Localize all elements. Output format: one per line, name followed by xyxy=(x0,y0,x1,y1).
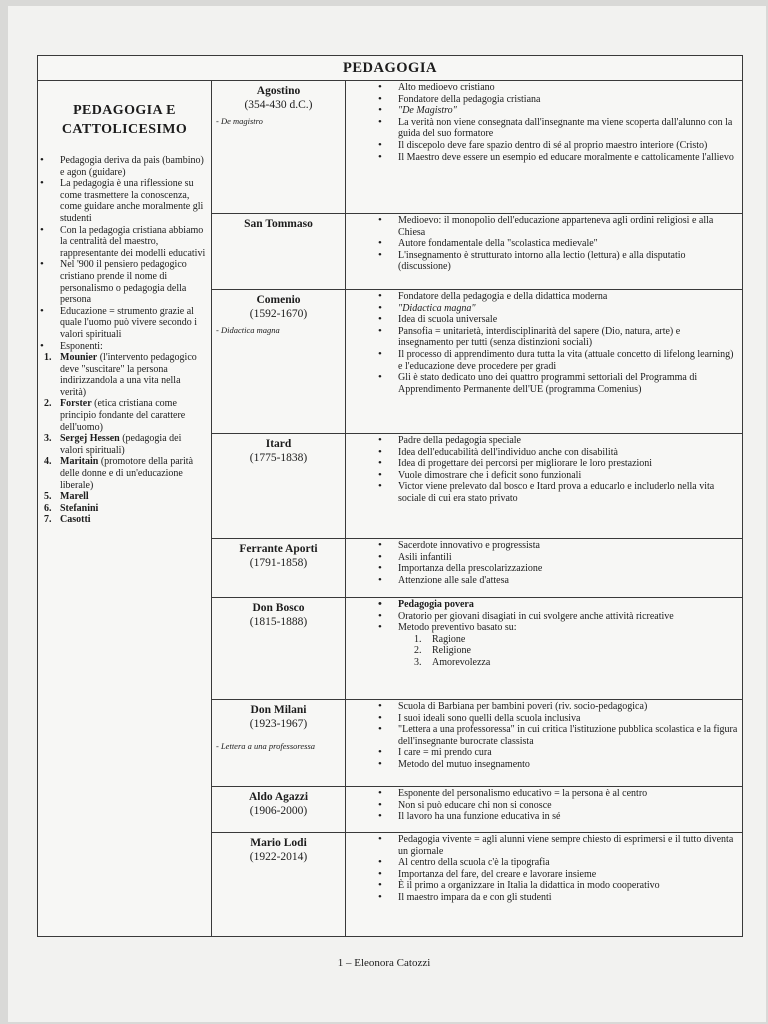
author-name: Aldo Agazzi xyxy=(248,791,309,803)
name-cell xyxy=(212,539,346,597)
left-column xyxy=(38,81,212,936)
author-dates: (1922-2014) xyxy=(249,851,308,863)
author-dates: (1775-1838) xyxy=(249,452,308,464)
list-item: • Pedagogia povera xyxy=(346,599,742,611)
list-item: • È il primo a organizzare in Italia la didattica in modo cooperativo xyxy=(346,880,742,892)
list-item: • Esponente del personalismo educativo = la persona è al centro xyxy=(346,788,742,800)
list-item: • Al centro della scuola c'è la tipografia xyxy=(346,857,742,869)
author-name: Don Milani xyxy=(250,704,307,716)
list-item: • Medioevo: il monopolio dell'educazione apparteneva agli ordini religiosi e alla Chiesa xyxy=(346,215,742,238)
page-footer: 1 – Eleonora Catozzi xyxy=(337,957,431,969)
author-name: Comenio xyxy=(256,294,301,306)
list-item: • I suoi ideali sono quelli della scuola inclusiva xyxy=(346,713,742,725)
author-dates: (1592-1670) xyxy=(249,308,308,320)
desc-cell xyxy=(346,214,742,289)
list-item: • Importanza del fare, del creare e lavorare insieme xyxy=(346,869,742,881)
sub-item: 1. Ragione xyxy=(414,633,466,645)
desc-cell xyxy=(346,81,742,213)
name-cell xyxy=(212,700,346,786)
left-title: PEDAGOGIA E CATTOLICESIMO xyxy=(61,103,188,137)
author-name: Itard xyxy=(265,438,292,450)
name-cell xyxy=(212,290,346,433)
desc-cell xyxy=(346,598,742,699)
row-bosco xyxy=(212,598,742,700)
author-name: Mario Lodi xyxy=(250,837,307,849)
list-item: • Idea di progettare dei percorsi per migliorare le loro prestazioni xyxy=(346,458,742,470)
list-item: • Il Maestro deve essere un esempio ed educare moralmente e cattolicamente l'allievo xyxy=(346,152,742,164)
list-item: • Idea di scuola universale xyxy=(346,314,742,326)
author-name: Agostino xyxy=(256,85,301,97)
author-work: - De magistro xyxy=(216,116,263,126)
name-cell xyxy=(212,81,346,213)
list-item: • Pansofia = unitarietà, interdisciplinarità del sapere (Dio, natura, arte) e insegnamento per tutti (senza distinzioni sociali) xyxy=(346,326,742,349)
list-item: • Asili infantili xyxy=(346,552,742,564)
desc-cell xyxy=(346,434,742,538)
list-item: • Alto medioevo cristiano xyxy=(346,82,742,94)
list-item: • Pedagogia deriva da pais (bambino) e agon (guidare) xyxy=(38,155,211,178)
row-agazzi xyxy=(212,787,742,833)
list-item: • Importanza della prescolarizzazione xyxy=(346,563,742,575)
list-item: • Non si può educare chi non si conosce xyxy=(346,800,742,812)
exponent-item: 1. Mounier (l'intervento pedagogico deve "suscitare" la persona indirizzandola a una vita nella verità) xyxy=(44,352,197,398)
list-item: • Esponenti: xyxy=(38,341,211,353)
exponent-item: 3. Sergej Hessen (pedagogia dei valori spirituali) xyxy=(44,433,182,456)
sub-item: 2. Religione xyxy=(414,645,471,657)
sub-item: 3. Amorevolezza xyxy=(414,656,491,668)
list-item: • Con la pedagogia cristiana abbiamo la centralità del maestro, rappresentante dei modelli educativi xyxy=(38,225,211,260)
list-item: • Il discepolo deve fare spazio dentro di sé al proprio maestro interiore (Cristo) xyxy=(346,140,742,152)
left-bullet-list xyxy=(38,155,211,352)
desc-cell xyxy=(346,700,742,786)
list-item: • Metodo del mutuo insegnamento xyxy=(346,759,742,771)
list-item: • Pedagogia vivente = agli alunni viene sempre chiesto di esprimersi e il tutto diventa un giornale xyxy=(346,834,742,857)
list-item: • Il lavoro ha una funzione educativa in sé xyxy=(346,811,742,823)
desc-cell xyxy=(346,290,742,433)
row-agostino xyxy=(212,81,742,214)
list-item: • Gli è stato dedicato uno dei quattro programmi settoriali del Programma di Apprendimento Permanente dell'UE (programma Comenius) xyxy=(346,372,742,395)
author-name: San Tommaso xyxy=(244,218,313,230)
list-item: • L'insegnamento è strutturato intorno alla lectio (lettura) e alla disputatio (discussione) xyxy=(346,250,742,273)
list-item: • Autore fondamentale della "scolastica medievale" xyxy=(346,238,742,250)
list-item: • Il processo di apprendimento dura tutta la vita (attuale concetto di lifelong learning) e l'educazione deve procedere per gradi xyxy=(346,349,742,372)
name-cell xyxy=(212,434,346,538)
list-item: • Padre della pedagogia speciale xyxy=(346,435,742,447)
desc-cell xyxy=(346,787,742,832)
name-cell xyxy=(212,833,346,936)
table-title: PEDAGOGIA xyxy=(38,56,742,81)
row-tommaso xyxy=(212,214,742,290)
exponent-item: 7. Casotti xyxy=(44,514,91,526)
desc-cell xyxy=(346,539,742,597)
name-cell xyxy=(212,214,346,289)
pedagogia-table xyxy=(37,55,743,937)
list-item: • Fondatore della pedagogia cristiana xyxy=(346,94,742,106)
list-item: • I care = mi prendo cura xyxy=(346,747,742,759)
exponents-list xyxy=(38,352,211,526)
list-item: • Vuole dimostrare che i deficit sono funzionali xyxy=(346,470,742,482)
exponent-item: 2. Forster (etica cristiana come principio fondante del carattere dell'uomo) xyxy=(44,398,186,433)
method-sublist xyxy=(346,634,742,669)
row-milani xyxy=(212,700,742,787)
list-item: • Il maestro impara da e con gli studenti xyxy=(346,892,742,904)
author-name: Ferrante Aporti xyxy=(239,543,318,555)
list-item: • La pedagogia è una riflessione su come trasmettere la conoscenza, come guidare anche moralmente gli studenti xyxy=(38,178,211,224)
desc-cell xyxy=(346,833,742,936)
list-item: • Nel '900 il pensiero pedagogico cristiano prende il nome di personalismo o pedagogia della persona xyxy=(38,259,211,305)
row-itard xyxy=(212,434,742,539)
exponent-item: 5. Marell xyxy=(44,491,89,503)
author-dates: (1815-1888) xyxy=(249,616,308,628)
exponent-item: 6. Stefanini xyxy=(44,502,99,514)
author-work: - Didactica magna xyxy=(216,325,280,335)
list-item: • La verità non viene consegnata dall'insegnante ma viene scoperta dall'alunno con la guida del suo formatore xyxy=(346,117,742,140)
list-item: • Idea dell'educabilità dell'individuo anche con disabilità xyxy=(346,447,742,459)
author-dates: (354-430 d.C.) xyxy=(244,99,313,111)
list-item: • Sacerdote innovativo e progressista xyxy=(346,540,742,552)
row-aporti xyxy=(212,539,742,598)
author-dates: (1923-1967) xyxy=(249,718,308,730)
author-work: - Lettera a una professoressa xyxy=(216,741,316,751)
list-item: • Victor viene prelevato dal bosco e Itard prova a educarlo e includerlo nella vita sociale di cui era stato privato xyxy=(346,481,742,504)
list-item: • Attenzione alle sale d'attesa xyxy=(346,575,742,587)
list-item: • Fondatore della pedagogia e della didattica moderna xyxy=(346,291,742,303)
list-item: • "De Magistro" xyxy=(346,105,742,117)
list-item: • Metodo preventivo basato su: xyxy=(346,622,742,634)
list-item: • Scuola di Barbiana per bambini poveri (riv. socio-pedagogica) xyxy=(346,701,742,713)
author-dates: (1791-1858) xyxy=(249,557,308,569)
author-dates: (1906-2000) xyxy=(249,805,308,817)
list-item: • "Didactica magna" xyxy=(346,303,742,315)
name-cell xyxy=(212,787,346,832)
exponent-item: 4. Maritain (promotore della parità delle donne e di un'educazione liberale) xyxy=(44,456,194,491)
list-item: • "Lettera a una professoressa" in cui critica l'istituzione pubblica scolastica e la figura dell'insegnante burocrate classista xyxy=(346,724,742,747)
list-item: • Oratorio per giovani disagiati in cui svolgere anche attività ricreative xyxy=(346,611,742,623)
row-comenio xyxy=(212,290,742,434)
name-cell xyxy=(212,598,346,699)
list-item: • Educazione = strumento grazie al quale l'uomo può vivere secondo i valori spirituali xyxy=(38,306,211,341)
row-lodi xyxy=(212,833,742,936)
author-name: Don Bosco xyxy=(252,602,305,614)
